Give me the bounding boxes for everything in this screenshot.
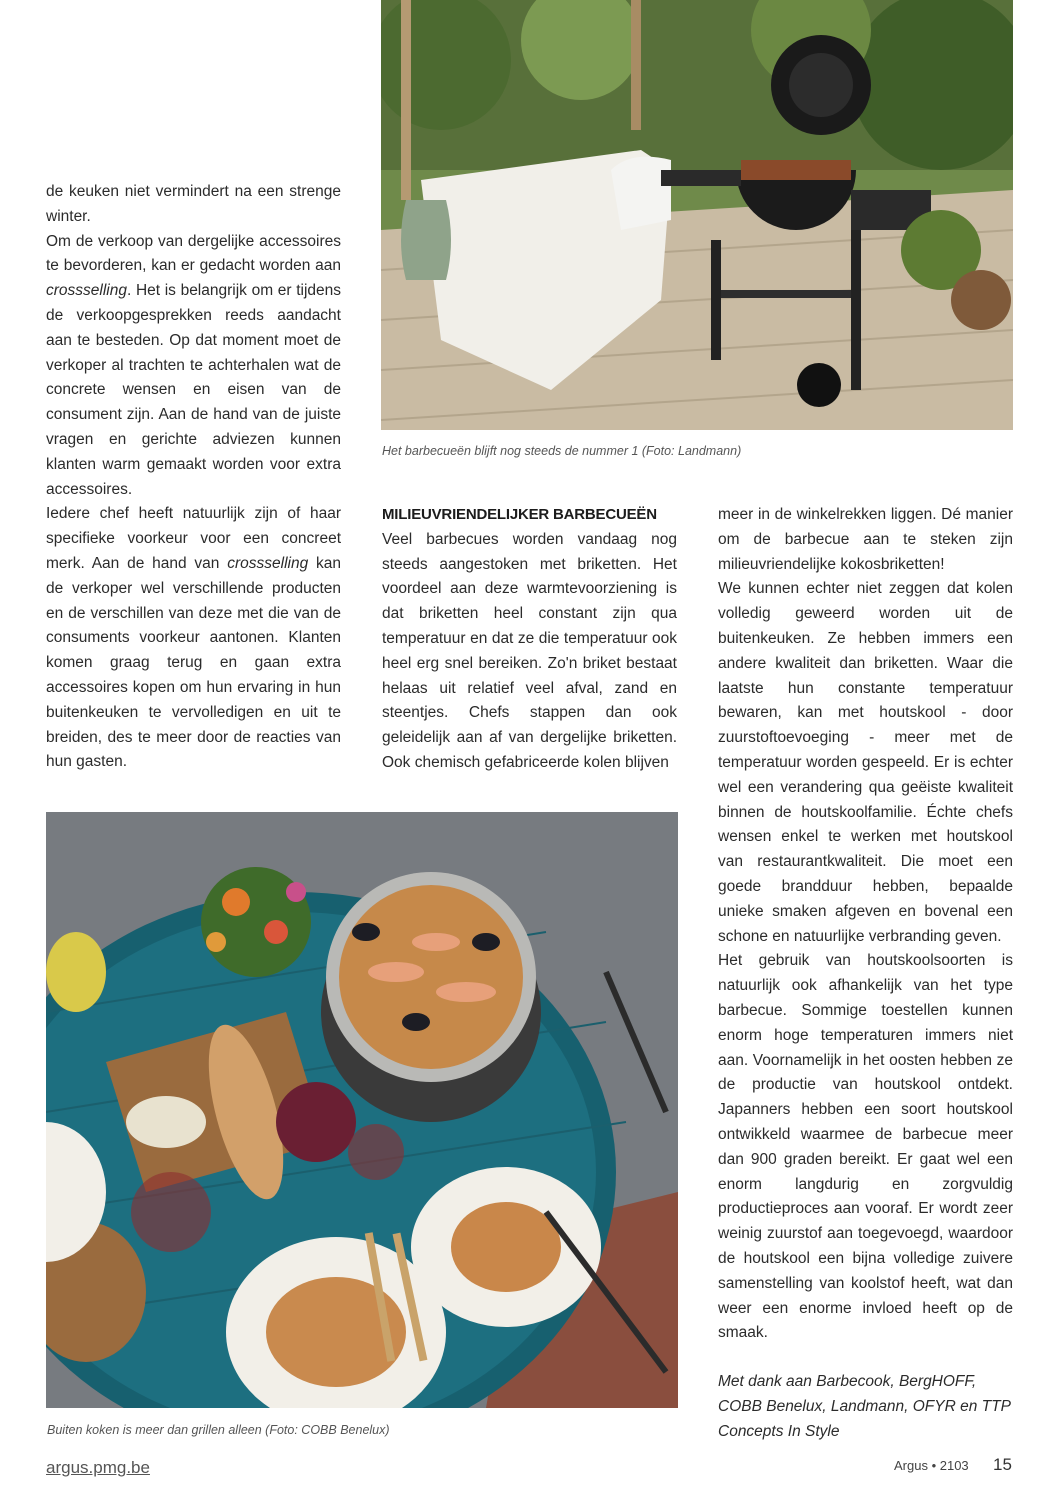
col3-paragraph-1: meer in de winkelrekken liggen. Dé manier om de barbecue aan te steken zijn milieuvriendelijke kokosbriketten! — [718, 506, 1013, 573]
col1-paragraph-3: Iedere chef heeft natuurlijk zijn of haar specifieke voorkeur voor een concreet merk. Aan de hand van crossselling kan de verkoper wel verschillende producten en de verschillen van deze met die van de consuments voorkeur aantonen. Klanten komen graag terug en gaan extra accessoires kopen om hun ervaring in hun buitenkeuken te vervolledigen en uit te breiden, des te meer door de reacties van hun gasten. — [46, 505, 341, 771]
article-column-2 — [382, 503, 677, 776]
site-link[interactable]: argus.pmg.be — [46, 1458, 150, 1477]
section-heading: MILIEUVRIENDELIJKER BARBECUEËN — [382, 506, 657, 523]
barbecue-garden-photo — [381, 0, 1013, 430]
top-photo-caption: Het barbecueën blijft nog steeds de nummer 1 (Foto: Landmann) — [382, 444, 742, 458]
article-column-3 — [718, 503, 1013, 1346]
col1-paragraph-1: de keuken niet vermindert na een strenge winter. — [46, 183, 341, 225]
col2-paragraph-1: Veel barbecues worden vandaag nog steeds aangestoken met briketten. Het voordeel aan deze warmtevoorziening is dat briketten heel constant zijn qua temperatuur en dat ze die temperatuur ook heel erg snel bereiken. Zo'n briket bestaat helaas uit relatief veel afval, zand en steentjes. Chefs stappen dan ook geleidelijk aan af van dergelijke briketten. Ook chemisch gefabriceerde kolen blijven — [382, 530, 677, 771]
bottom-photo-caption: Buiten koken is meer dan grillen alleen (Foto: COBB Benelux) — [47, 1423, 390, 1437]
col3-paragraph-3: Het gebruik van houtskoolsoorten is natuurlijk ook afhankelijk van het type barbecue. Sommige toestellen kunnen enorm hoge temperaturen immers niet aan. Voornamelijk in het oosten hebben ze de productie van houtskool ontdekt. Japanners hebben een soort houtskool ontwikkeld waarmee de barbecue meer dan 900 graden bereikt. Er gaat wel een enorm langdurig en zorgvuldig productieproces aan vooraf. Er wordt zeer weinig zuurstof aan toegevoegd, waardoor de houtskool een bijna volledige zuivere samenstelling van koolstof heeft, wat dan weer een enorme invloed heeft op de smaak. — [718, 952, 1013, 1342]
col3-paragraph-2: We kunnen echter niet zeggen dat kolen volledig geweerd worden uit de buitenkeuken. Ze hebben immers een andere kwaliteit dan briketten. Waar die laatste hun constante temperatuur bewaren, kan met houtskool - door zuurstoftoevoeging - meer met de temperatuur worden gespeeld. Er is echter wel een verandering qua geëiste kwaliteit binnen de houtskoolfamilie. Échte chefs wensen enkel te werken met houtskool van restaurantkwaliteit. Die moet een goede brandduur hebben, bepaalde unieke smaken afgeven en bovenal een schone en natuurlijke verbranding geven. — [718, 580, 1013, 945]
col1-paragraph-2: Om de verkoop van dergelijke accessoires te bevorderen, kan er gedacht worden aan crossselling. Het is belangrijk om er tijdens de verkoopgesprekken reeds aandacht aan te besteden. Op dat moment moet de verkoper al trachten te achterhalen wat de concrete wensen en eisen van de consument zijn. Aan de hand van de juiste vragen en gerichte adviezen kunnen klanten warm gemaakt worden voor extra accessoires. — [46, 232, 341, 498]
outdoor-dining-photo — [46, 812, 678, 1408]
article-column-1 — [46, 180, 341, 775]
issue-label: Argus • 2103 — [894, 1458, 969, 1473]
page-number: 15 — [993, 1455, 1012, 1474]
acknowledgement-text: Met dank aan Barbecook, BergHOFF, COBB Benelux, Landmann, OFYR en TTP Concepts In Style — [718, 1373, 1011, 1440]
